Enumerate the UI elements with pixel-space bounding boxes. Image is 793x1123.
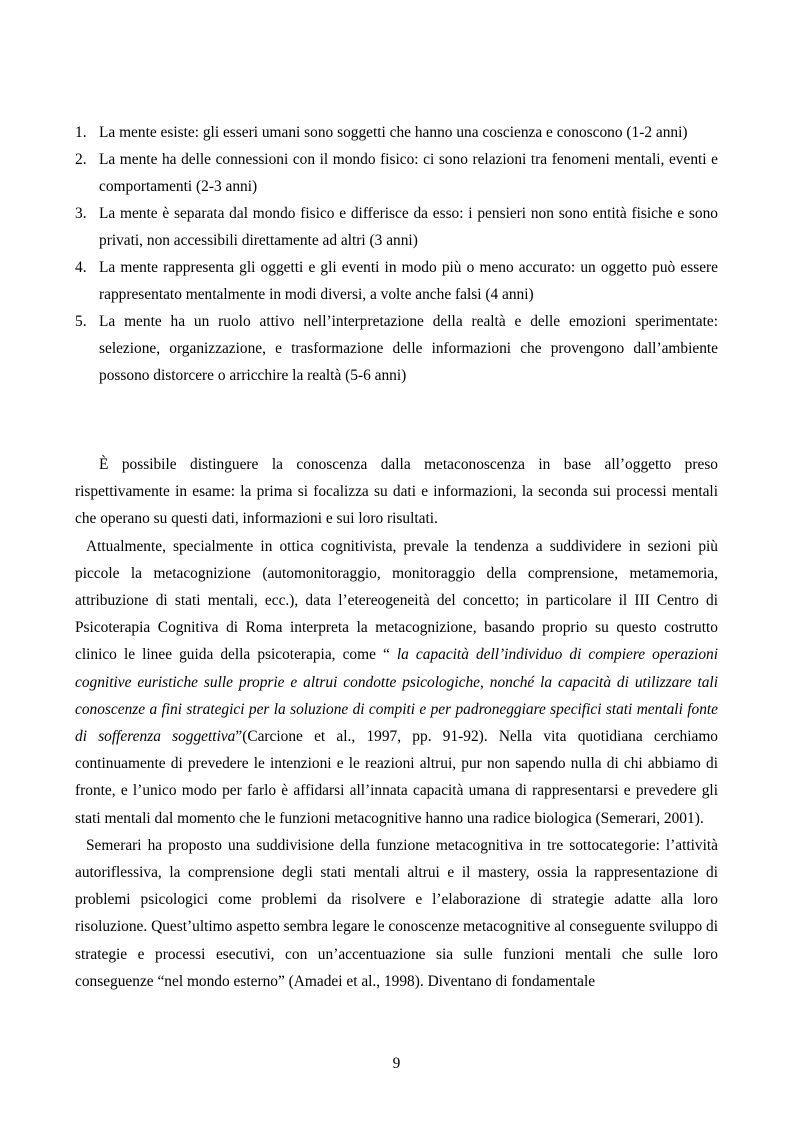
list-item-text: La mente è separata dal mondo fisico e differisce da esso: i pensieri non sono entità fisiche e sono privati, non accessibili direttamente ad altri (3 anni) <box>99 205 718 249</box>
list-item-number: 5. <box>75 313 87 330</box>
paragraph-text: Attualmente, specialmente in ottica cognitivista, prevale la tendenza a suddividere in sezioni più piccole la metacognizione (automonitoraggio, monitoraggio della comprensione, metamemoria, attribuzione di stati mentali, ecc.), data l’etereogeneità del concetto; in particolare il III Centro di Psicoterapia Cognitiva di Roma interpreta la metacognizione, basando proprio su questo costrutto clinico le linee guida della psicoterapia, come “ <box>75 537 718 664</box>
paragraph-semerari: Semerari ha proposto una suddivisione della funzione metacognitiva in tre sottocategorie: l’attività autoriflessiva, la comprensione degli stati mentali altrui e il mastery, ossia la rappresentazione di problemi psicologici come problemi da risolvere e l’elaborazione di strategie adatte alla loro risoluzione. Quest’ultimo aspetto sembra legare le conoscenze metacognitive al conseguente sviluppo di strategie e processi esecutivi, con un’accentuazione sia sulle funzioni mentali che sulle loro conseguenze “nel mondo esterno” (Amadei et al., 1998). Diventano di fondamentale <box>75 836 718 990</box>
list-item-number: 3. <box>75 205 87 222</box>
body-text <box>75 451 718 995</box>
list-item-number: 1. <box>75 124 87 141</box>
paragraph-metacognition-definition <box>75 533 718 832</box>
list-item-number: 2. <box>75 151 87 168</box>
list-item <box>75 254 718 308</box>
list-item-text: La mente ha un ruolo attivo nell’interpretazione della realtà e delle emozioni sperimentate: selezione, organizzazione, e trasformazione delle informazioni che provengono dall’ambiente possono distorcere o arricchire la realtà (5-6 anni) <box>99 313 718 384</box>
page-number: 9 <box>392 1055 401 1072</box>
list-item <box>75 119 718 146</box>
list-item-text: La mente ha delle connessioni con il mondo fisico: ci sono relazioni tra fenomeni mentali, eventi e comportamenti (2-3 anni) <box>99 151 718 195</box>
list-item-text: La mente esiste: gli esseri umani sono soggetti che hanno una coscienza e conoscono (1-2 anni) <box>99 124 688 141</box>
list-item <box>75 146 718 200</box>
paragraph-knowledge-vs-metaknowledge: È possibile distinguere la conoscenza dalla metaconoscenza in base all’oggetto preso rispettivamente in esame: la prima si focalizza su dati e informazioni, la seconda sui processi mentali che operano su questi dati, informazioni e sui loro risultati. <box>75 456 718 528</box>
numbered-list <box>75 119 718 389</box>
list-item-number: 4. <box>75 259 87 276</box>
list-item <box>75 308 718 389</box>
list-item <box>75 200 718 254</box>
paragraph-text: ”(Carcione et al., 1997, pp. 91-92). Nella vita quotidiana cerchiamo continuamente di prevedere le intenzioni e le reazioni altrui, pur non sapendo nulla di chi abbiamo di fronte, e l’unico modo per farlo è affidarsi all’innata capacità umana di rappresentarsi e prevedere gli stati mentali dal momento che le funzioni metacognitive hanno una radice biologica (Semerari, 2001). <box>75 728 718 827</box>
list-item-text: La mente rappresenta gli oggetti e gli eventi in modo più o meno accurato: un oggetto può essere rappresentato mentalmente in modi diversi, a volte anche falsi (4 anni) <box>99 259 718 303</box>
quoted-definition: la capacità dell’individuo di compiere operazioni cognitive euristiche sulle proprie e altrui condotte psicologiche, nonché la capacità di utilizzare tali conoscenze a fini strategici per la soluzione di compiti e per padroneggiare specifici stati mentali fonte di sofferenza soggettiva <box>75 646 718 746</box>
